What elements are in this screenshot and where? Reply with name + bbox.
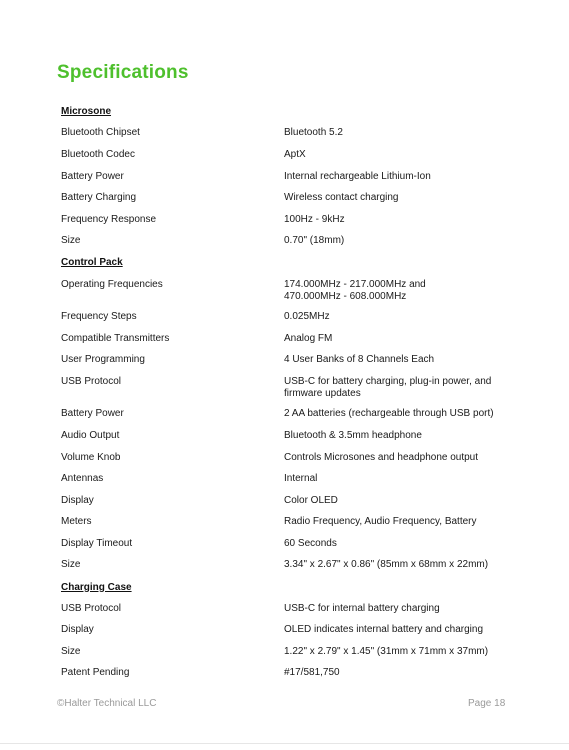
footer-page-number: Page 18 (468, 698, 506, 709)
spec-row (61, 447, 521, 469)
spec-label: Volume Knob (61, 451, 121, 463)
spec-label: Bluetooth Chipset (61, 127, 140, 139)
spec-row (61, 144, 521, 166)
spec-label: Meters (61, 516, 92, 528)
spec-value: Internal (284, 473, 318, 485)
spec-row (61, 512, 521, 534)
spec-label: Display (61, 624, 94, 636)
section-heading: Microsone (61, 106, 112, 118)
section-heading: Control Pack (61, 257, 123, 269)
spec-row (61, 306, 521, 328)
spec-label: Display (61, 494, 94, 506)
spec-value: 60 Seconds (284, 537, 337, 549)
spec-value: 174.000MHz - 217.000MHz and 470.000MHz - 608.000MHz (284, 278, 426, 302)
spec-value: USB-C for battery charging, plug-in power, and firmware updates (284, 376, 492, 400)
spec-row (61, 663, 521, 685)
spec-value: 100Hz - 9kHz (284, 213, 345, 225)
specifications-table (61, 101, 521, 684)
spec-value: 4 User Banks of 8 Channels Each (284, 354, 435, 366)
spec-row (61, 619, 521, 641)
spec-label: Battery Power (61, 170, 124, 182)
section-heading: Charging Case (61, 581, 132, 593)
spec-value: Controls Microsones and headphone output (284, 451, 479, 463)
spec-value: 0.70" (18mm) (284, 235, 345, 247)
spec-value: Wireless contact charging (284, 192, 399, 204)
spec-row (61, 274, 521, 307)
spec-label: Compatible Transmitters (61, 332, 170, 344)
spec-label: USB Protocol (61, 376, 122, 388)
spec-label: Size (61, 235, 81, 247)
spec-label: Operating Frequencies (61, 278, 163, 290)
spec-label: Size (61, 645, 81, 657)
spec-row (61, 598, 521, 620)
spec-value: Bluetooth 5.2 (284, 127, 343, 139)
spec-row (61, 349, 521, 371)
spec-value: Bluetooth & 3.5mm headphone (284, 429, 422, 441)
spec-label: Battery Power (61, 408, 124, 420)
spec-value: USB-C for internal battery charging (284, 602, 440, 614)
spec-value: 3.34" x 2.67" x 0.86" (85mm x 68mm x 22mm) (284, 559, 489, 571)
page-title: Specifications (57, 62, 189, 83)
spec-value: 1.22" x 2.79" x 1.45" (31mm x 71mm x 37mm) (284, 645, 489, 657)
spec-value: 2 AA batteries (rechargeable through USB port) (284, 408, 494, 420)
spec-row (61, 490, 521, 512)
spec-row (61, 123, 521, 145)
spec-label: Antennas (61, 473, 104, 485)
spec-row (61, 187, 521, 209)
spec-value: OLED indicates internal battery and charging (284, 624, 484, 636)
spec-label: Frequency Response (61, 213, 157, 225)
spec-label: Patent Pending (61, 667, 130, 679)
spec-label: Battery Charging (61, 192, 137, 204)
spec-row (61, 533, 521, 555)
spec-value: Analog FM (284, 332, 333, 344)
spec-label: Audio Output (61, 429, 120, 441)
spec-value: Color OLED (284, 494, 338, 506)
spec-value: Radio Frequency, Audio Frequency, Battery (284, 516, 477, 528)
spec-row (61, 468, 521, 490)
spec-label: USB Protocol (61, 602, 122, 614)
spec-row (61, 641, 521, 663)
spec-label: Display Timeout (61, 537, 133, 549)
spec-value: AptX (284, 148, 306, 160)
spec-row (61, 209, 521, 231)
spec-label: Frequency Steps (61, 311, 137, 323)
footer-copyright: ©Halter Technical LLC (57, 698, 157, 709)
page-bottom-divider (0, 743, 569, 744)
spec-row (61, 371, 521, 404)
spec-row (61, 425, 521, 447)
spec-row (61, 404, 521, 426)
spec-label: Bluetooth Codec (61, 148, 135, 160)
spec-row (61, 231, 521, 253)
spec-row (61, 166, 521, 188)
spec-value: #17/581,750 (284, 667, 340, 679)
spec-row (61, 328, 521, 350)
spec-label: Size (61, 559, 81, 571)
spec-row (61, 555, 521, 577)
spec-value: Internal rechargeable Lithium-Ion (284, 170, 431, 182)
spec-label: User Programming (61, 354, 145, 366)
spec-value: 0.025MHz (284, 311, 330, 323)
